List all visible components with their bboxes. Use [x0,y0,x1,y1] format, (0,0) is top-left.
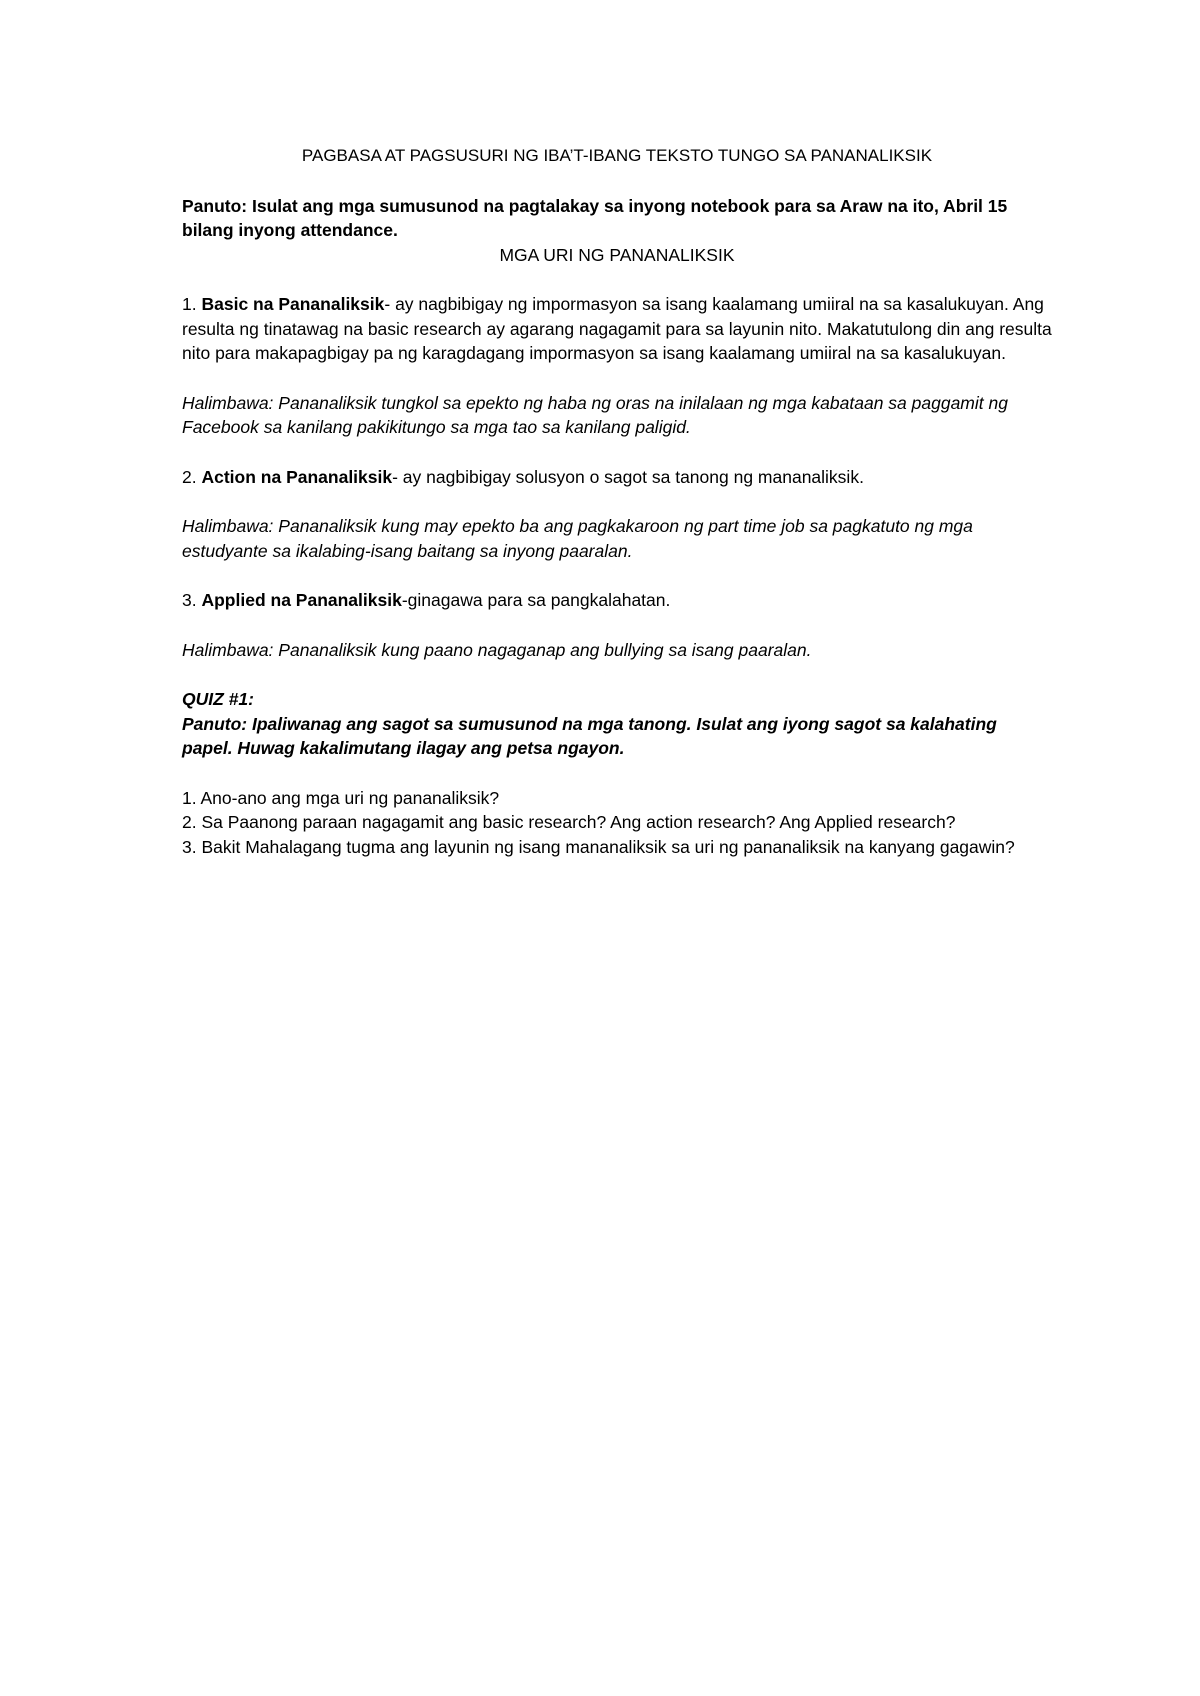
example-applied: Halimbawa: Pananaliksik kung paano nagaganap ang bullying sa isang paaralan. [182,639,812,660]
research-type-applied [182,588,1052,613]
example-basic: Halimbawa: Pananaliksik tungkol sa epekto ng haba ng oras na inilalaan ng mga kabataan sa paggamit ng Facebook sa kanilang pakikitungo sa mga tao sa kanilang paligid. [182,392,1008,437]
section-number: 3. [182,590,197,610]
research-definition: - ay nagbibigay ng impormasyon sa isang kaalamang umiiral na sa kasalukuyan. Ang resulta ng tinatawag na basic research ay agarang nagagamit para sa layunin nito. Makatutulong din ang resulta nito para makapagbigay pa ng karagdagang impormasyon sa isang kaalamang umiiral na sa kasalukuyan. [182,294,1052,363]
quiz-question: 2. Sa Paanong paraan nagagamit ang basic research? Ang action research? Ang Applied research? [182,812,956,832]
quiz-label: QUIZ #1: [182,689,254,709]
research-definition: -ginagawa para sa pangkalahatan. [401,590,671,610]
quiz-instruction: Panuto: Ipaliwanag ang sagot sa sumusunod na mga tanong. Isulat ang iyong sagot sa kalahating papel. Huwag kakalimutang ilagay ang petsa ngayon. [182,713,997,758]
section-number: 2. [182,466,197,487]
document-page [182,144,1052,859]
research-type-basic [182,292,1052,366]
quiz-question: 1. Ano-ano ang mga uri ng pananaliksik? [182,787,500,808]
research-term: Action na Pananaliksik [201,466,393,487]
section-subtitle: MGA URI NG PANANALIKSIK [499,244,735,265]
document-title: PAGBASA AT PAGSUSURI NG IBA’T-IBANG TEKSTO TUNGO SA PANANALIKSIK [301,146,933,165]
research-term: Applied na Pananaliksik [201,590,402,610]
example-action: Halimbawa: Pananaliksik kung may epekto ba ang pagkakaroon ng part time job sa pagkatuto ng mga estudyante sa ikalabing-isang baitang sa inyong paaralan. [182,516,973,561]
instruction-text: Panuto: Isulat ang mga sumusunod na pagtalakay sa inyong notebook para sa Araw na ito, Abril 15 bilang inyong attendance. [182,195,1008,240]
section-number: 1. [182,294,197,314]
research-type-action [182,465,1052,490]
quiz-question: 3. Bakit Mahalagang tugma ang layunin ng isang mananaliksik sa uri ng pananaliksik na kanyang gagawin? [182,836,1015,857]
research-term: Basic na Pananaliksik [201,294,385,314]
research-definition: - ay nagbibigay solusyon o sagot sa tanong ng mananaliksik. [392,466,864,487]
